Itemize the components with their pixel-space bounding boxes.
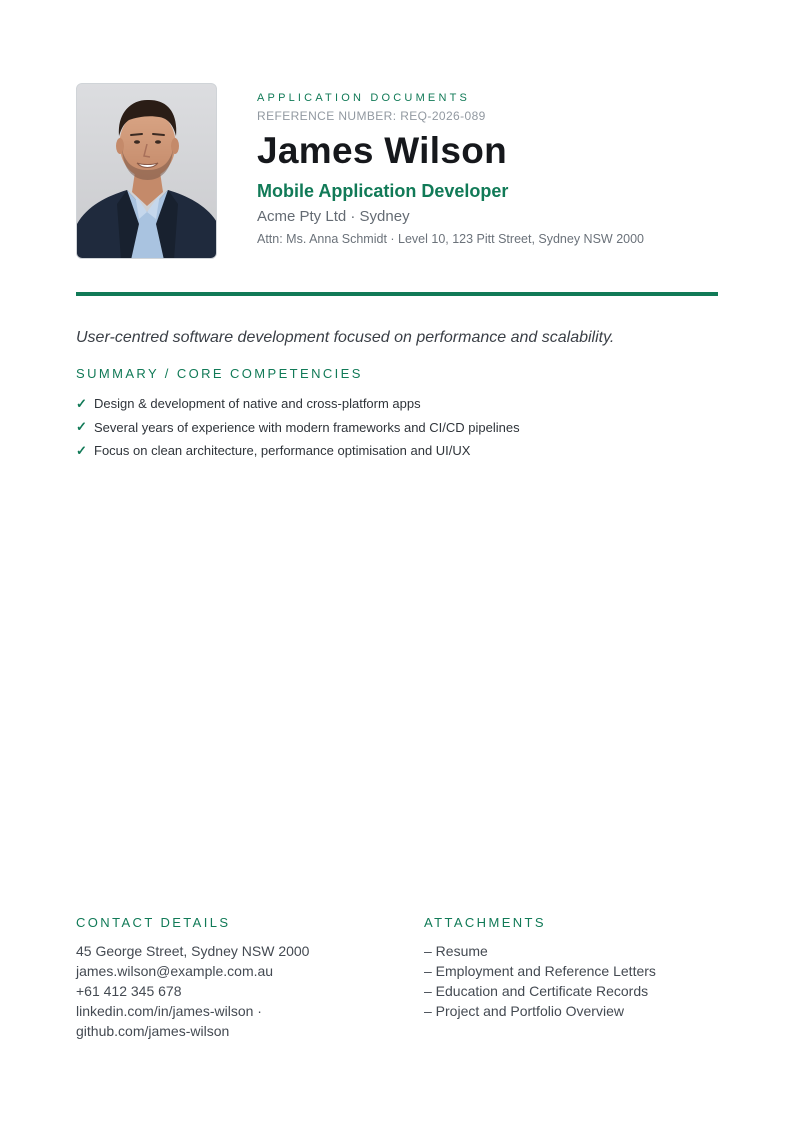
list-item [76,416,718,440]
contact-phone[interactable]: +61 412 345 678 [76,983,182,999]
header-divider [76,292,718,296]
contact-heading: CONTACT DETAILS [76,915,231,930]
attachment-item: – Education and Certificate Records [424,983,649,999]
list-item [76,392,718,416]
job-title: Mobile Application Developer [257,181,509,201]
list-item [76,439,718,463]
contact-address: 45 George Street, Sydney NSW 2000 [76,943,310,959]
competency-list [76,392,718,463]
company-location: Acme Pty Ltd · Sydney [257,208,410,225]
contact-section [76,915,376,1041]
attachments-heading: ATTACHMENTS [424,915,546,930]
section-eyebrow: APPLICATION DOCUMENTS [257,92,471,104]
checkmark-icon: ✓ [76,442,87,458]
applicant-name: James Wilson [257,130,508,171]
attachments-section [424,915,724,1021]
contact-links[interactable]: linkedin.com/in/james-wilson · github.com/james-wilson [76,1003,262,1039]
attention-line: Attn: Ms. Anna Schmidt · Level 10, 123 Pitt Street, Sydney NSW 2000 [257,232,644,246]
header [257,92,727,247]
summary-section [76,366,718,463]
tagline: User-centred software development focused on performance and scalability. [76,329,615,346]
summary-heading: SUMMARY / CORE COMPETENCIES [76,366,363,381]
portrait-image [77,84,217,259]
checkmark-icon: ✓ [76,419,87,435]
contact-email[interactable]: james.wilson@example.com.au [76,963,274,979]
checkmark-icon: ✓ [76,395,87,411]
list-item-text: Focus on clean architecture, performance optimisation and UI/UX [94,443,471,459]
attachment-item: – Project and Portfolio Overview [424,1003,624,1019]
attachment-item: – Resume [424,943,488,959]
list-item-text: Design & development of native and cross-platform apps [94,396,421,412]
list-item-text: Several years of experience with modern frameworks and CI/CD pipelines [94,419,520,435]
reference-number: REFERENCE NUMBER: REQ-2026-089 [257,109,486,123]
attachment-item: – Employment and Reference Letters [424,963,656,979]
profile-photo [76,83,217,259]
